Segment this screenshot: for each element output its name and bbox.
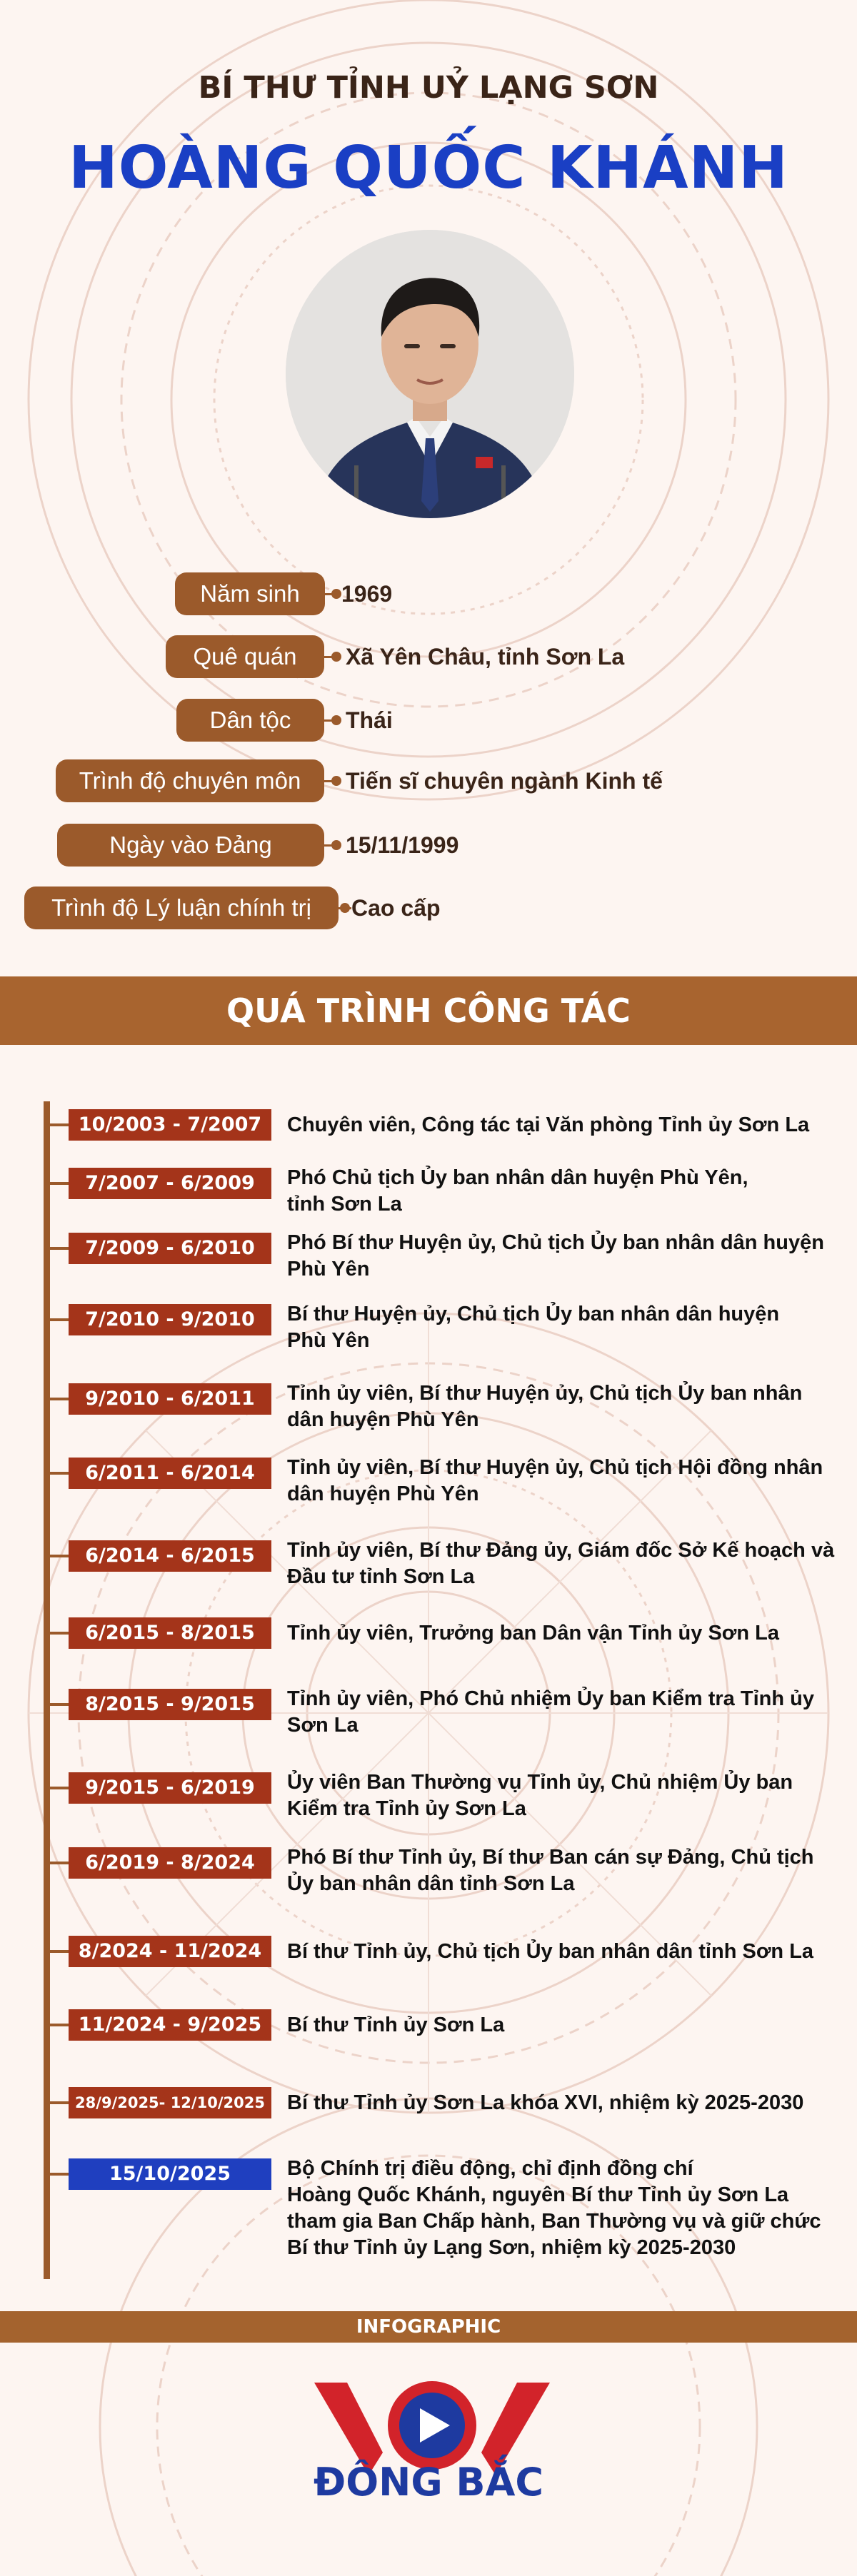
- timeline-description: Tỉnh ủy viên, Bí thư Huyện ủy, Chủ tịch Hội đồng nhân dân huyện Phù Yên: [287, 1456, 823, 1505]
- timeline-connector: [44, 1555, 69, 1557]
- bullet-dot: [331, 589, 341, 599]
- timeline-connector: [44, 1398, 69, 1400]
- timeline-connector: [44, 1787, 69, 1789]
- info-value: Xã Yên Châu, tỉnh Sơn La: [346, 644, 625, 670]
- timeline-connector: [44, 1318, 69, 1321]
- bullet-dot: [331, 840, 341, 850]
- timeline-connector: [44, 1703, 69, 1706]
- timeline-date: 28/9/2025- 12/10/2025: [69, 2087, 271, 2118]
- timeline-date: 10/2003 - 7/2007: [69, 1109, 271, 1141]
- timeline-description: Ủy viên Ban Thường vụ Tỉnh ủy, Chủ nhiệm Ủy ban Kiểm tra Tỉnh ủy Sơn La: [287, 1771, 793, 1820]
- timeline-connector: [44, 2024, 69, 2026]
- timeline-connector: [44, 1182, 69, 1185]
- info-value: Tiến sĩ chuyên ngành Kinh tế: [346, 768, 663, 794]
- info-label: Quê quán: [166, 635, 324, 678]
- timeline-date: 15/10/2025: [69, 2158, 271, 2190]
- timeline-date: 6/2015 - 8/2015: [69, 1617, 271, 1649]
- timeline-description: Phó Bí thư Tỉnh ủy, Bí thư Ban cán sự Đảng, Chủ tịch Ủy ban nhân dân tỉnh Sơn La: [287, 1846, 814, 1895]
- timeline-connector: [44, 1950, 69, 1953]
- timeline-connector: [44, 1632, 69, 1635]
- info-label: Năm sinh: [175, 572, 325, 615]
- info-row-party-date: [0, 824, 857, 867]
- timeline-date: 9/2010 - 6/2011: [69, 1383, 271, 1415]
- timeline-date: 7/2010 - 9/2010: [69, 1304, 271, 1335]
- timeline-date: 6/2014 - 6/2015: [69, 1540, 271, 1572]
- timeline-date: 8/2015 - 9/2015: [69, 1689, 271, 1720]
- info-row-education: [0, 759, 857, 802]
- timeline-description: Phó Bí thư Huyện ủy, Chủ tịch Ủy ban nhân dân huyện Phù Yên: [287, 1231, 824, 1281]
- logo-subtitle: ĐÔNG BẮC: [313, 2460, 544, 2505]
- info-label: Dân tộc: [176, 699, 324, 742]
- info-label: Trình độ chuyên môn: [56, 759, 324, 802]
- info-row-hometown: [0, 635, 857, 678]
- timeline-description: Bí thư Huyện ủy, Chủ tịch Ủy ban nhân dân huyện Phù Yên: [287, 1303, 780, 1352]
- info-label: Ngày vào Đảng: [57, 824, 324, 867]
- timeline-date: 6/2019 - 8/2024: [69, 1847, 271, 1879]
- info-value: 15/11/1999: [346, 832, 459, 858]
- timeline-description: Bí thư Tỉnh ủy, Chủ tịch Ủy ban nhân dân tỉnh Sơn La: [287, 1940, 814, 1963]
- info-label: Trình độ Lý luận chính trị: [24, 887, 339, 929]
- portrait-photo: [286, 230, 574, 518]
- bullet-dot: [340, 903, 350, 913]
- section-header-career: QUÁ TRÌNH CÔNG TÁC: [0, 976, 857, 1045]
- bullet-dot: [331, 776, 341, 786]
- timeline-description: Tỉnh ủy viên, Trưởng ban Dân vận Tỉnh ủy Sơn La: [287, 1622, 780, 1645]
- timeline-description: Chuyên viên, Công tác tại Văn phòng Tỉnh ủy Sơn La: [287, 1113, 810, 1136]
- timeline-connector: [44, 2173, 69, 2176]
- timeline-date: 11/2024 - 9/2025: [69, 2009, 271, 2041]
- timeline-date: 6/2011 - 6/2014: [69, 1458, 271, 1489]
- info-row-birth-year: [0, 572, 857, 615]
- info-row-ethnicity: [0, 699, 857, 742]
- info-value: Thái: [346, 707, 393, 733]
- timeline-description: Bộ Chính trị điều động, chỉ định đồng chí Hoàng Quốc Khánh, nguyên Bí thư Tỉnh ủy Sơn La tham gia Ban Chấp hành, Ban Thường vụ và giữ chức Bí thư Tỉnh ủy Lạng Sơn, nhiệm kỳ 2025-2030: [287, 2157, 821, 2259]
- timeline-connector: [44, 1123, 69, 1126]
- infographic-band: INFOGRAPHIC: [0, 2311, 857, 2343]
- info-row-political-theory: [0, 887, 857, 929]
- info-value: Cao cấp: [351, 895, 441, 921]
- page-subtitle: BÍ THƯ TỈNH UỶ LẠNG SƠN: [198, 70, 659, 106]
- timeline-description: Phó Chủ tịch Ủy ban nhân dân huyện Phù Yên, tỉnh Sơn La: [287, 1166, 748, 1216]
- bullet-dot: [331, 652, 341, 662]
- timeline-connector: [44, 1472, 69, 1475]
- timeline-date: 7/2009 - 6/2010: [69, 1233, 271, 1264]
- timeline-description: Tỉnh ủy viên, Bí thư Đảng ủy, Giám đốc Sở Kế hoạch và Đầu tư tỉnh Sơn La: [287, 1539, 835, 1588]
- info-value: 1969: [341, 581, 393, 607]
- timeline-date: 7/2007 - 6/2009: [69, 1168, 271, 1199]
- timeline-connector: [44, 1862, 69, 1864]
- timeline-description: Bí thư Tỉnh ủy Sơn La: [287, 2014, 505, 2036]
- timeline-description: Bí thư Tỉnh ủy Sơn La khóa XVI, nhiệm kỳ 2025-2030: [287, 2091, 804, 2114]
- timeline-description: Tỉnh ủy viên, Phó Chủ nhiệm Ủy ban Kiểm tra Tỉnh ủy Sơn La: [287, 1687, 814, 1737]
- page-title: HOÀNG QUỐC KHÁNH: [69, 134, 788, 202]
- timeline-connector: [44, 2101, 69, 2104]
- timeline-date: 9/2015 - 6/2019: [69, 1772, 271, 1804]
- bullet-dot: [331, 715, 341, 725]
- timeline-connector: [44, 1247, 69, 1250]
- timeline-date: 8/2024 - 11/2024: [69, 1936, 271, 1967]
- timeline-description: Tỉnh ủy viên, Bí thư Huyện ủy, Chủ tịch Ủy ban nhân dân huyện Phù Yên: [287, 1382, 803, 1431]
